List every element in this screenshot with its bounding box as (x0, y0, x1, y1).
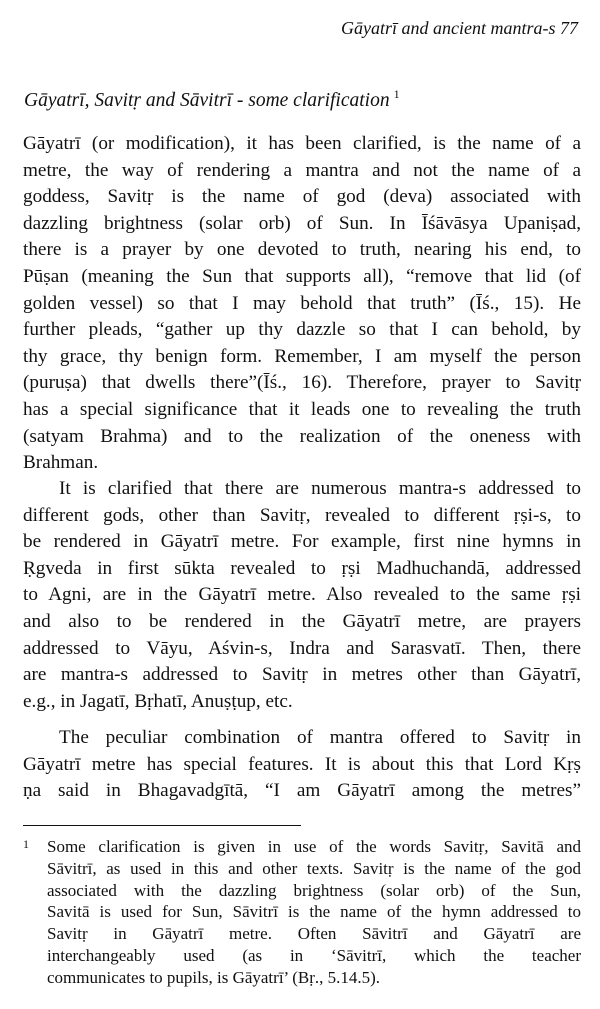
paragraph-line: It is clarified that there are numerous mantra-s addressed to (59, 478, 581, 499)
paragraph-line: to Agni, are in the Gāyatrī metre. Also revealed to the same ṛṣi (23, 584, 581, 606)
section-title-text: Gāyatrī, Savitṛ and Sāvitrī - some clarification (24, 90, 390, 111)
section-title (24, 87, 564, 112)
footnote-line: interchangeably used (as in ‘Sāvitrī, which the teacher (47, 945, 581, 965)
paragraph-1 (23, 131, 581, 477)
paragraph-line: Gāyatrī metre has special features. It is about this that Lord Kṛṣ (23, 753, 581, 775)
paragraph-3 (23, 725, 581, 805)
paragraph-line: Brahman. (23, 452, 99, 474)
paragraph-2 (23, 476, 581, 715)
paragraph-line: Gāyatrī (or modification), it has been clarified, is the name of a (23, 133, 581, 154)
paragraph-line: Pūṣan (meaning the Sun that supports all), “remove that lid (of (23, 265, 581, 287)
footnote-line: Savitṛ in Gāyatrī metre. Often Sāvitrī and Gāyatrī are (47, 924, 581, 944)
paragraph-line: are mantra-s addressed to Savitṛ in metres other than Gāyatrī, (23, 664, 581, 686)
footnote-reference: 1 (393, 87, 400, 101)
running-head: Gāyatrī and ancient mantra-s 77 (341, 18, 578, 38)
footnote-divider (23, 825, 301, 826)
paragraph-line: be rendered in Gāyatrī metre. For example, first nine hymns in (23, 531, 581, 553)
paragraph-line: The peculiar combination of mantra offered to Savitṛ in (59, 727, 581, 748)
footnote (23, 836, 581, 989)
paragraph-line: thy grace, thy benign form. Remember, I am myself the person (23, 345, 581, 367)
paragraph-line: golden vessel) so that I may behold that truth” (Īś., 15). He (23, 292, 581, 314)
paragraph-line: goddess, Savitṛ is the name of god (deva) associated with (23, 186, 581, 208)
paragraph-line: (satyam Brahma) and to the realization of the oneness with (23, 425, 581, 447)
paragraph-line: has a special significance that it leads one to revealing the truth (23, 398, 581, 420)
paragraph-line: dazzling brightness (solar orb) of Sun. In Īśāvāsya Upaniṣad, (23, 212, 581, 234)
footnote-text (47, 836, 581, 989)
paragraph-line: e.g., in Jagatī, Bṛhatī, Anuṣṭup, etc. (23, 690, 293, 712)
paragraph-line: there is a prayer by one devoted to truth, nearing his end, to (23, 239, 581, 261)
paragraph-line: ṇa said in Bhagavadgītā, “I am Gāyatrī among the metres” (23, 780, 581, 802)
footnote-line: communicates to pupils, is Gāyatrī’ (Bṛ., 5.14.5). (47, 967, 381, 987)
footnote-marker: 1 (23, 837, 29, 851)
footnote-line: Savitā is used for Sun, Sāvitrī is the name of the hymn addressed to (47, 902, 581, 922)
paragraph-line: metre, the way of rendering a mantra and not the name of a (23, 159, 581, 181)
footnote-line: Some clarification is given in use of the words Savitṛ, Savitā and (47, 837, 581, 856)
paragraph-line: and also to be rendered in the Gāyatrī metre, are prayers (23, 610, 581, 632)
footnote-line: Sāvitrī, as used in this and other texts. Savitṛ is the name of the god (47, 858, 581, 878)
paragraph-line: further pleads, “gather up thy dazzle so that I can behold, by (23, 319, 581, 341)
footnote-line: associated with the dazzling brightness (solar orb) of the Sun, (47, 880, 581, 900)
paragraph-line: Ṛgveda in first sūkta revealed to ṛṣi Madhuchandā, addressed (23, 557, 581, 579)
paragraph-line: different gods, other than Savitṛ, revealed to different ṛṣi-s, to (23, 504, 581, 526)
paragraph-line: (puruṣa) that dwells there”(Īś., 16). Therefore, prayer to Savitṛ (23, 372, 581, 394)
paragraph-line: addressed to Vāyu, Aśvin-s, Indra and Sarasvatī. Then, there (23, 637, 581, 659)
